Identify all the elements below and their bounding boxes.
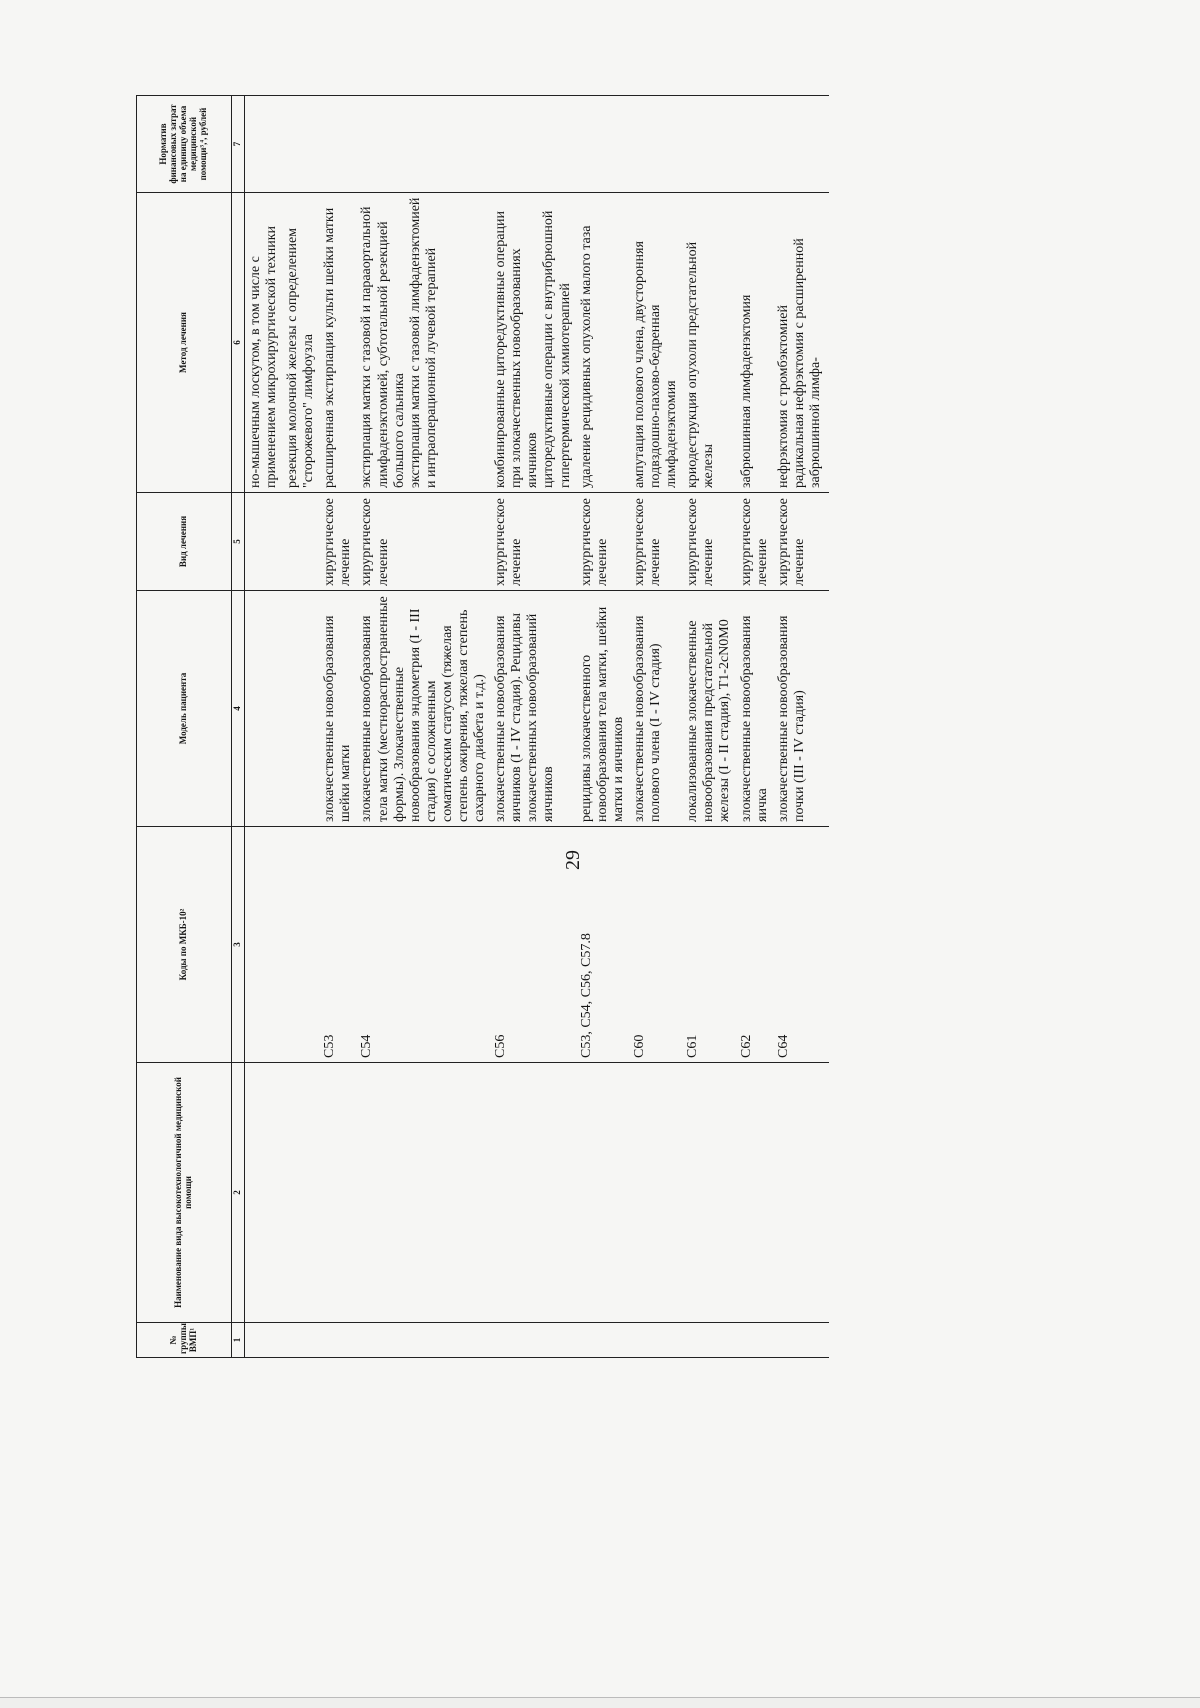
table-row bbox=[776, 96, 829, 1358]
cell-financial-norm bbox=[632, 96, 685, 193]
cell-treatment-method: ампутация полового члена, двусторонняя подвздошно-пахово-бедренная лимфаденэктомия bbox=[632, 193, 685, 493]
cell-vmp-name bbox=[322, 1063, 359, 1323]
cell-patient-model: злокачественные новообразования полового члена (I - IV стадия) bbox=[632, 591, 685, 827]
cell-vmp-name bbox=[285, 1063, 322, 1323]
cell-treatment-type: хирургическое лечение bbox=[322, 493, 359, 591]
column-number: 4 bbox=[232, 591, 245, 827]
cell-group-number bbox=[322, 1323, 359, 1358]
header-treatment-type: Вид лечения bbox=[137, 493, 232, 591]
table-row bbox=[739, 96, 776, 1358]
cell-icd-code bbox=[285, 827, 322, 1063]
cell-icd-code: C61 bbox=[685, 827, 738, 1063]
cell-icd-code: C53, C54, C56, C57.8 bbox=[579, 827, 632, 1063]
cell-patient-model bbox=[285, 591, 322, 827]
table-row bbox=[322, 96, 359, 1358]
cell-vmp-name bbox=[493, 1063, 578, 1323]
cell-treatment-type: хирургическое лечение bbox=[776, 493, 829, 591]
cell-financial-norm bbox=[493, 96, 578, 193]
table-row bbox=[579, 96, 632, 1358]
cell-treatment-type bbox=[244, 493, 285, 591]
cell-patient-model: злокачественные новообразования шейки матки bbox=[322, 591, 359, 827]
cell-group-number bbox=[579, 1323, 632, 1358]
cell-treatment-method: но-мышечным лоскутом, в том числе с применением микрохирургической техники bbox=[244, 193, 285, 493]
cell-group-number bbox=[244, 1323, 285, 1358]
cell-icd-code: C62 bbox=[739, 827, 776, 1063]
cell-patient-model: злокачественные новообразования почки (III - IV стадия) bbox=[776, 591, 829, 827]
cell-vmp-name bbox=[579, 1063, 632, 1323]
table-row bbox=[285, 96, 322, 1358]
cell-group-number bbox=[776, 1323, 829, 1358]
column-number: 2 bbox=[232, 1063, 245, 1323]
cell-patient-model: рецидивы злокачественного новообразования тела матки, шейки матки и яичников bbox=[579, 591, 632, 827]
cell-treatment-method: криодеструкция опухоли предстательной железы bbox=[685, 193, 738, 493]
cell-vmp-name bbox=[359, 1063, 493, 1323]
column-number: 7 bbox=[232, 96, 245, 193]
cell-financial-norm bbox=[579, 96, 632, 193]
table-row bbox=[493, 96, 578, 1358]
cell-treatment-method: резекция молочной железы с определением "сторожевого" лимфоузла bbox=[285, 193, 322, 493]
cell-patient-model: злокачественные новообразования яичка bbox=[739, 591, 776, 827]
header-financial-norm: Норматив финансовых затрат на единицу объема медицинской помощи³,⁴, рублей bbox=[137, 96, 232, 193]
cell-icd-code: C60 bbox=[632, 827, 685, 1063]
cell-group-number bbox=[685, 1323, 738, 1358]
cell-treatment-type: хирургическое лечение bbox=[579, 493, 632, 591]
header-group-number: № группы ВМП¹ bbox=[137, 1323, 232, 1358]
cell-patient-model bbox=[244, 591, 285, 827]
cell-vmp-name bbox=[685, 1063, 738, 1323]
column-number: 5 bbox=[232, 493, 245, 591]
cell-vmp-name bbox=[739, 1063, 776, 1323]
cell-patient-model: локализованные злокачественные новообразования предстательной железы (I - II стадия), T1-2cN0M0 bbox=[685, 591, 738, 827]
cell-patient-model: злокачественные новообразования тела матки (местнораспространенные формы). Злокачественные новообразования эндометрия (I - III стадия) с осложненным соматическим статусом (тяжелая степень ожирения, тяжелая степень сахарного диабета и т.д.) bbox=[359, 591, 493, 827]
cell-treatment-method: нефрэктомия с тромбэктомией радикальная нефрэктомия с расширенной забрюшинной лимфа- bbox=[776, 193, 829, 493]
page-number: 29 bbox=[562, 850, 584, 870]
cell-financial-norm bbox=[285, 96, 322, 193]
cell-financial-norm bbox=[739, 96, 776, 193]
cell-group-number bbox=[493, 1323, 578, 1358]
cell-vmp-name bbox=[632, 1063, 685, 1323]
cell-icd-code: C64 bbox=[776, 827, 829, 1063]
cell-treatment-method: удаление рецидивных опухолей малого таза bbox=[579, 193, 632, 493]
column-number: 3 bbox=[232, 827, 245, 1063]
cell-treatment-type: хирургическое лечение bbox=[739, 493, 776, 591]
treatment-table bbox=[136, 95, 829, 1358]
cell-financial-norm bbox=[776, 96, 829, 193]
cell-group-number bbox=[632, 1323, 685, 1358]
cell-financial-norm bbox=[244, 96, 285, 193]
cell-icd-code: C54 bbox=[359, 827, 493, 1063]
cell-group-number bbox=[739, 1323, 776, 1358]
cell-icd-code: C53 bbox=[322, 827, 359, 1063]
table-body bbox=[244, 96, 829, 1358]
cell-treatment-method: забрюшинная лимфаденэктомия bbox=[739, 193, 776, 493]
column-number: 6 bbox=[232, 193, 245, 493]
cell-vmp-name bbox=[244, 1063, 285, 1323]
header-icd-codes: Коды по МКБ-10² bbox=[137, 827, 232, 1063]
cell-treatment-method: комбинированные циторедуктивные операции при злокачественных новообразованиях яичников циторедуктивные операции с внутрибрюшной гипертермической химиотерапией bbox=[493, 193, 578, 493]
rotated-table-container bbox=[136, 96, 1014, 1358]
cell-treatment-type: хирургическое лечение bbox=[493, 493, 578, 591]
cell-financial-norm bbox=[359, 96, 493, 193]
cell-vmp-name bbox=[776, 1063, 829, 1323]
cell-treatment-type: хирургическое лечение bbox=[685, 493, 738, 591]
cell-group-number bbox=[285, 1323, 322, 1358]
column-number: 1 bbox=[232, 1323, 245, 1358]
scan-edge bbox=[0, 1697, 1200, 1708]
header-patient-model: Модель пациента bbox=[137, 591, 232, 827]
header-treatment-method: Метод лечения bbox=[137, 193, 232, 493]
cell-icd-code bbox=[244, 827, 285, 1063]
cell-treatment-type: хирургическое лечение bbox=[359, 493, 493, 591]
cell-patient-model: злокачественные новообразования яичников (I - IV стадия). Рецидивы злокачественных новообразований яичников bbox=[493, 591, 578, 827]
cell-treatment-method: экстирпация матки с тазовой и парааортальной лимфаденэктомией, субтотальной резекцией большого сальника экстирпация матки с тазовой лимфаденэктомией и интраоперационной лучевой терапией bbox=[359, 193, 493, 493]
header-vmp-name: Наименование вида высокотехнологичной медицинской помощи bbox=[137, 1063, 232, 1323]
table-row bbox=[632, 96, 685, 1358]
cell-group-number bbox=[359, 1323, 493, 1358]
cell-treatment-type: хирургическое лечение bbox=[632, 493, 685, 591]
cell-financial-norm bbox=[322, 96, 359, 193]
cell-financial-norm bbox=[685, 96, 738, 193]
table-row bbox=[244, 96, 285, 1358]
table-row bbox=[359, 96, 493, 1358]
cell-treatment-method: расширенная экстирпация культи шейки матки bbox=[322, 193, 359, 493]
cell-icd-code: C56 bbox=[493, 827, 578, 1063]
table-row bbox=[685, 96, 738, 1358]
cell-treatment-type bbox=[285, 493, 322, 591]
